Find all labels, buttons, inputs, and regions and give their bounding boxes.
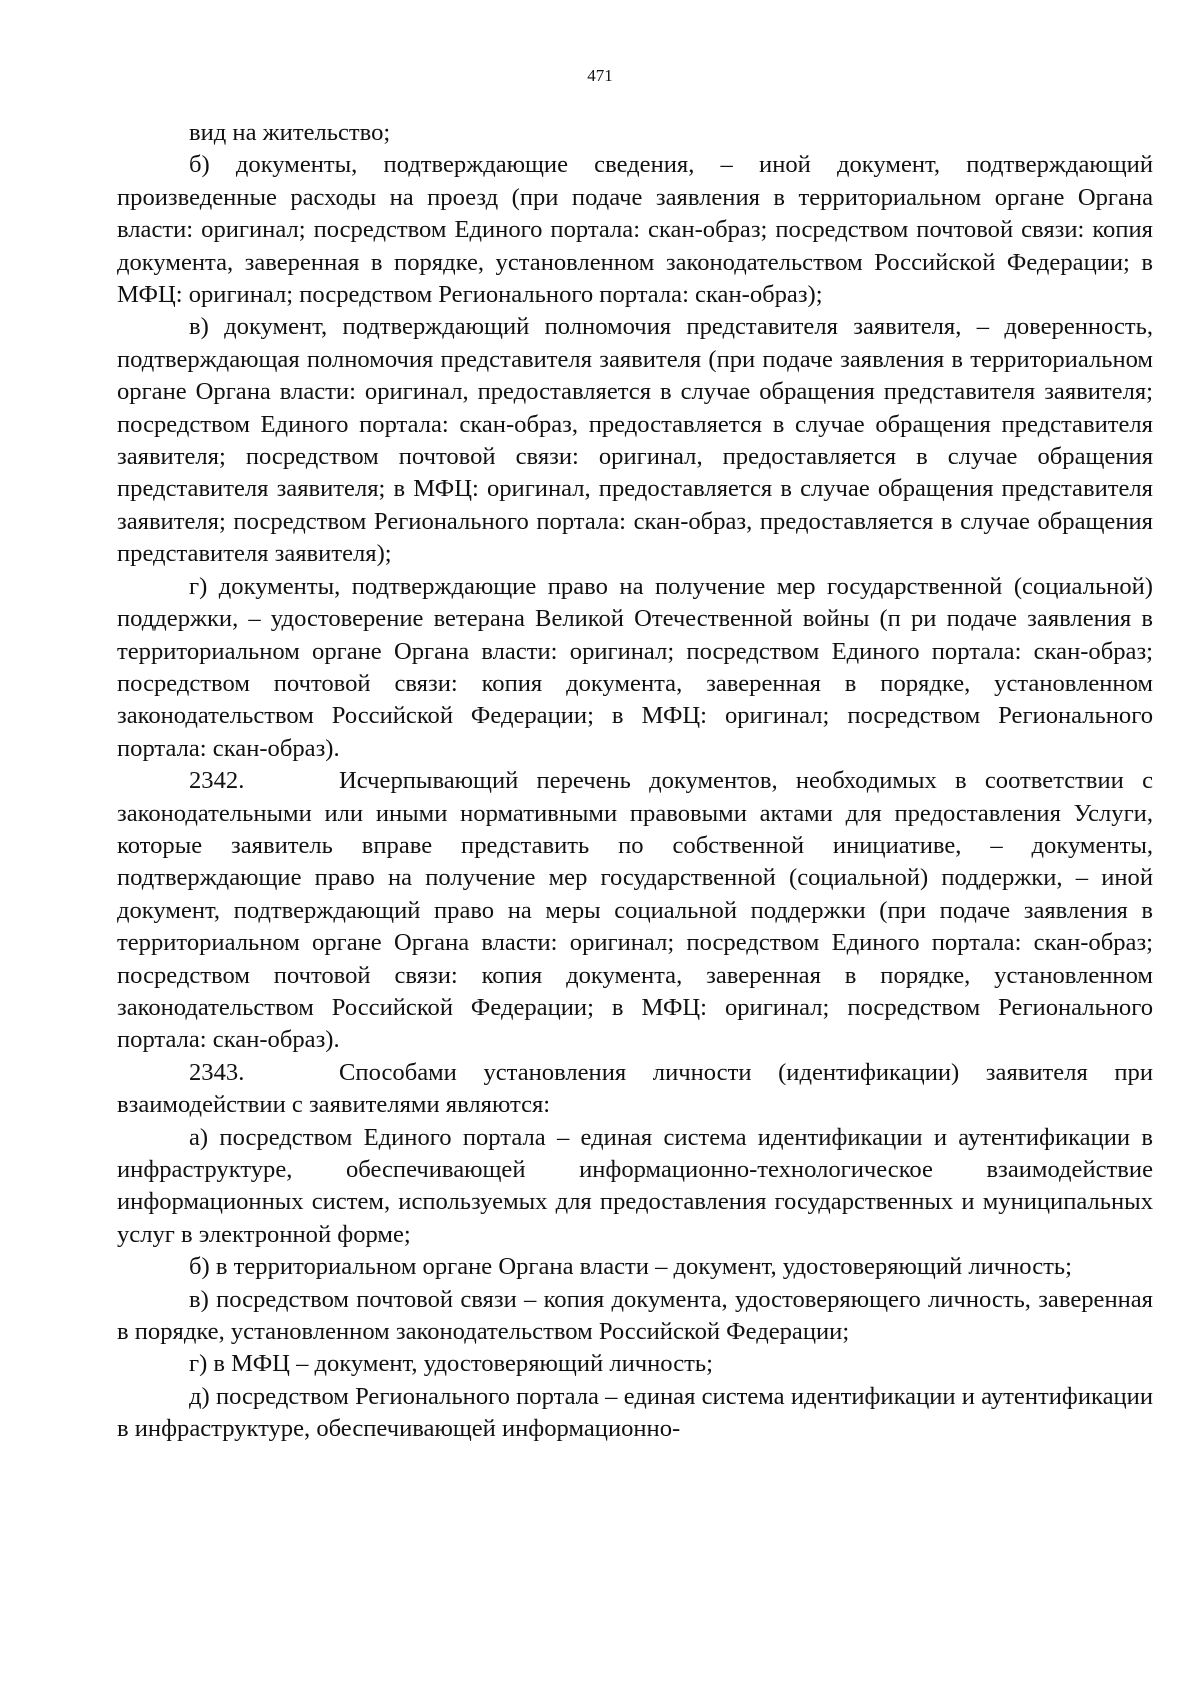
paragraph: г) документы, подтверждающие право на получение мер государственной (социальной) поддержки, – удостоверение ветерана Великой Отечественной войны (п ри подаче заявления в территориальном органе Органа власти: оригинал; посредством Единого портала: скан-образ; посредством почтовой связи: копия документа, заверенная в порядке, установленном законодательством Российской Федерации; в МФЦ: оригинал; посредством Регионального портала: скан-образ). [117,572,1153,762]
page-number: 471 [587,66,613,85]
paragraph-text: Исчерпывающий перечень документов, необходимых в соответствии с законодательными или иными нормативными правовыми актами для предоставления Услуги, которые заявитель вправе представить по собственной инициативе, – документы, подтверждающие право на получение мер государственной (социальной) поддержки, – иной документ, подтверждающий право на меры социальной поддержки (при подаче заявления в территориальном органе Органа власти: оригинал; посредством Единого портала: скан-образ; посредством почтовой связи: копия документа, заверенная в порядке, установленном законодательством Российской Федерации; в МФЦ: оригинал; посредством Регионального портала: скан-образ). [117,767,1153,1054]
numbered-paragraph [117,765,1153,1057]
paragraph-text: Способами установления личности (идентификации) заявителя при взаимодействии с заявителями являются: [117,1058,1153,1119]
paragraph: в) посредством почтовой связи – копия документа, удостоверяющего личность, заверенная в порядке, установленном законодательством Российской Федерации; [117,1285,1153,1346]
paragraph: в) документ, подтверждающий полномочия представителя заявителя, – доверенность, подтверждающая полномочия представителя заявителя (при подаче заявления в территориальном органе Органа власти: оригинал, предоставляется в случае обращения представителя заявителя; посредством Единого портала: скан-образ, предоставляется в случае обращения представителя заявителя; посредством почтовой связи: оригинал, предоставляется в случае обращения представителя заявителя; в МФЦ: оригинал, предоставляется в случае обращения представителя заявителя; посредством Регионального портала: скан-образ, предоставляется в случае обращения представителя заявителя); [117,313,1153,568]
paragraph: г) в МФЦ – документ, удостоверяющий личность; [189,1350,713,1378]
numbered-paragraph [117,1057,1153,1122]
paragraph-number: 2342. [189,767,245,795]
paragraph: д) посредством Регионального портала – единая система идентификации и аутентификации в инфраструктуре, обеспечивающей информационно- [117,1382,1153,1443]
paragraph: вид на жительство; [189,119,391,146]
paragraph: б) документы, подтверждающие сведения, – иной документ, подтверждающий произведенные расходы на проезд (при подаче заявления в территориальном органе Органа власти: оригинал; посредством Единого портала: скан-образ; посредством почтовой связи: копия документа, заверенная в порядке, установленном законодательством Российской Федерации; в МФЦ: оригинал; посредством Регионального портала: скан-образ); [117,151,1153,309]
document-body [117,117,1153,1446]
paragraph-number: 2343. [189,1058,245,1086]
paragraph: б) в территориальном органе Органа власти – документ, удостоверяющий личность; [189,1253,1072,1281]
paragraph: а) посредством Единого портала – единая система идентификации и аутентификации в инфраструктуре, обеспечивающей информационно-технологическое взаимодействие информационных систем, используемых для предоставления государственных и муниципальных услуг в электронной форме; [117,1123,1153,1248]
